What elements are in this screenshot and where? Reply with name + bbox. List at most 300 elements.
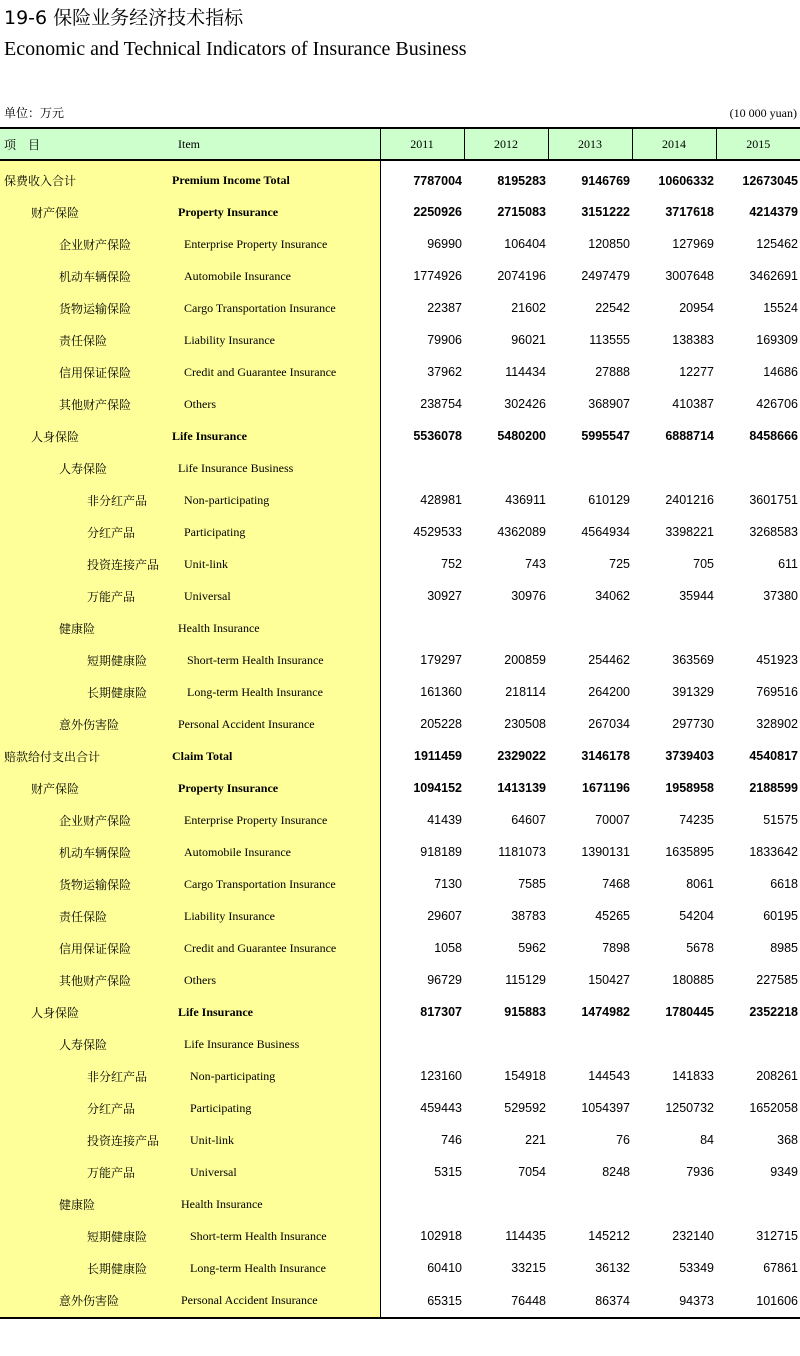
row-label-cn: 机动车辆保险	[0, 836, 172, 868]
value-cell: 2497479	[581, 269, 630, 283]
table-row	[0, 804, 800, 836]
table-row	[0, 160, 800, 196]
value-cell: 125462	[756, 237, 798, 251]
value-cell	[380, 452, 464, 484]
value-cell: 22542	[595, 301, 630, 315]
value-cell: 5995547	[581, 429, 630, 443]
value-cell: 1780445	[665, 1005, 714, 1019]
value-cell: 725	[609, 557, 630, 571]
value-cell: 208261	[756, 1069, 798, 1083]
value-cell: 769516	[756, 685, 798, 699]
value-cell: 76	[616, 1133, 630, 1147]
value-cell: 205228	[420, 717, 462, 731]
value-cell: 115129	[505, 973, 546, 987]
unit-label-cn: 单位：万元	[4, 106, 65, 120]
value-cell: 22387	[427, 301, 462, 315]
unit-label-en: (10 000 yuan)	[729, 106, 797, 120]
value-cell: 33215	[511, 1261, 546, 1275]
table-row	[0, 196, 800, 228]
table-row	[0, 452, 800, 484]
value-cell: 4564934	[581, 525, 630, 539]
value-cell: 368	[777, 1133, 798, 1147]
value-cell: 113555	[589, 333, 630, 347]
value-cell	[716, 452, 800, 484]
table-row	[0, 1220, 800, 1252]
row-label-cn: 责任保险	[0, 324, 172, 356]
table-row	[0, 900, 800, 932]
header-year: 2011	[380, 128, 464, 160]
value-cell: 30976	[511, 589, 546, 603]
row-label-en: Life Insurance	[172, 420, 380, 452]
row-label-cn: 健康险	[0, 1188, 172, 1220]
row-label-cn: 分红产品	[0, 516, 172, 548]
value-cell: 2352218	[749, 1005, 798, 1019]
value-cell: 14686	[763, 365, 798, 379]
value-cell: 106404	[504, 237, 546, 251]
value-cell: 8248	[602, 1165, 630, 1179]
value-cell: 38783	[511, 909, 546, 923]
row-label-en: Liability Insurance	[172, 324, 380, 356]
value-cell: 363569	[672, 653, 714, 667]
value-cell: 150427	[588, 973, 630, 987]
row-label-en: Credit and Guarantee Insurance	[172, 932, 380, 964]
table-row	[0, 676, 800, 708]
value-cell: 60195	[763, 909, 798, 923]
row-label-cn: 信用保证保险	[0, 932, 172, 964]
value-cell	[632, 612, 716, 644]
row-label-cn: 万能产品	[0, 1156, 172, 1188]
row-label-en: Long-term Health Insurance	[172, 676, 380, 708]
value-cell: 254462	[588, 653, 630, 667]
value-cell: 264200	[588, 685, 630, 699]
value-cell: 2188599	[749, 781, 798, 795]
value-cell: 238754	[420, 397, 462, 411]
value-cell: 127969	[672, 237, 714, 251]
value-cell: 70007	[595, 813, 630, 827]
value-cell: 51575	[763, 813, 798, 827]
value-cell: 7898	[602, 941, 630, 955]
row-label-cn: 货物运输保险	[0, 292, 172, 324]
value-cell: 1911459	[414, 749, 462, 763]
table-row	[0, 1188, 800, 1220]
row-label-en: Automobile Insurance	[172, 260, 380, 292]
table-row	[0, 356, 800, 388]
value-cell: 37962	[427, 365, 462, 379]
value-cell: 169309	[756, 333, 798, 347]
value-cell: 918189	[420, 845, 462, 859]
row-label-cn: 健康险	[0, 612, 172, 644]
value-cell: 7130	[434, 877, 462, 891]
row-label-en: Life Insurance Business	[172, 1028, 380, 1060]
value-cell: 29607	[427, 909, 462, 923]
table-row	[0, 1284, 800, 1318]
row-label-cn: 非分红产品	[0, 1060, 172, 1092]
value-cell: 145212	[588, 1229, 630, 1243]
value-cell: 611	[778, 557, 798, 571]
value-cell: 529592	[504, 1101, 546, 1115]
row-label-en: Non-participating	[172, 1060, 380, 1092]
value-cell: 96021	[511, 333, 546, 347]
value-cell	[548, 612, 632, 644]
value-cell: 1958958	[665, 781, 714, 795]
row-label-en: Claim Total	[172, 740, 380, 772]
value-cell: 101606	[716, 1284, 800, 1318]
value-cell: 3146178	[581, 749, 630, 763]
row-label-cn: 保费收入合计	[0, 160, 172, 196]
value-cell: 391329	[672, 685, 714, 699]
table-row	[0, 644, 800, 676]
header-year: 2013	[548, 128, 632, 160]
value-cell: 746	[441, 1133, 462, 1147]
value-cell: 53349	[679, 1261, 714, 1275]
value-cell: 8985	[770, 941, 798, 955]
value-cell: 3739403	[665, 749, 714, 763]
row-label-cn: 非分红产品	[0, 484, 172, 516]
page-title-en: Economic and Technical Indicators of Insurance Business	[4, 38, 467, 60]
value-cell: 7787004	[413, 173, 462, 188]
row-label-en: Others	[172, 388, 380, 420]
value-cell: 10606332	[658, 173, 714, 188]
indicators-table	[0, 127, 800, 1319]
row-label-en: Non-participating	[172, 484, 380, 516]
value-cell: 3601751	[749, 493, 798, 507]
value-cell: 15524	[763, 301, 798, 315]
value-cell: 1181073	[498, 845, 546, 859]
value-cell: 7585	[518, 877, 546, 891]
row-label-cn: 意外伤害险	[0, 708, 172, 740]
value-cell: 3717618	[665, 205, 714, 219]
value-cell: 64607	[511, 813, 546, 827]
value-cell: 428981	[420, 493, 462, 507]
value-cell: 8195283	[497, 173, 546, 188]
row-label-cn: 分红产品	[0, 1092, 172, 1124]
value-cell: 1413139	[497, 781, 546, 795]
value-cell: 7468	[602, 877, 630, 891]
table-row	[0, 996, 800, 1028]
value-cell: 120850	[588, 237, 630, 251]
row-label-en: Short-term Health Insurance	[172, 1220, 380, 1252]
table-row	[0, 484, 800, 516]
row-label-en: Short-term Health Insurance	[172, 644, 380, 676]
row-label-cn: 其他财产保险	[0, 388, 172, 420]
value-cell: 915883	[504, 1005, 546, 1019]
row-label-en: Property Insurance	[172, 196, 380, 228]
value-cell: 86374	[548, 1284, 632, 1318]
value-cell: 54204	[679, 909, 714, 923]
table-row	[0, 612, 800, 644]
row-label-cn: 财产保险	[0, 772, 172, 804]
row-label-cn: 短期健康险	[0, 644, 172, 676]
row-label-cn: 长期健康险	[0, 1252, 172, 1284]
value-cell: 4362089	[497, 525, 546, 539]
value-cell	[716, 612, 800, 644]
value-cell: 1474982	[581, 1005, 630, 1019]
value-cell: 459443	[420, 1101, 462, 1115]
header-year: 2015	[716, 128, 800, 160]
value-cell: 36132	[595, 1261, 630, 1275]
value-cell: 5536078	[413, 429, 462, 443]
table-row	[0, 740, 800, 772]
value-cell	[464, 1188, 548, 1220]
row-label-en: Unit-link	[172, 1124, 380, 1156]
value-cell: 12277	[679, 365, 714, 379]
value-cell: 8061	[686, 877, 714, 891]
row-label-en: Enterprise Property Insurance	[172, 228, 380, 260]
value-cell: 451923	[756, 653, 798, 667]
value-cell	[380, 612, 464, 644]
row-label-en: Liability Insurance	[172, 900, 380, 932]
row-label-en: Cargo Transportation Insurance	[172, 292, 380, 324]
value-cell: 45265	[595, 909, 630, 923]
row-label-en: Property Insurance	[172, 772, 380, 804]
value-cell: 2715083	[497, 205, 546, 219]
row-label-cn: 万能产品	[0, 580, 172, 612]
value-cell: 5962	[518, 941, 546, 955]
value-cell: 35944	[679, 589, 714, 603]
page-title-cn: 19-6 保险业务经济技术指标	[4, 7, 244, 29]
table-row	[0, 580, 800, 612]
value-cell: 114435	[505, 1229, 546, 1243]
value-cell: 1635895	[665, 845, 714, 859]
value-cell: 312715	[756, 1229, 798, 1243]
value-cell: 2401216	[665, 493, 714, 507]
row-label-en: Universal	[172, 1156, 380, 1188]
value-cell	[464, 1028, 548, 1060]
row-label-cn: 企业财产保险	[0, 804, 172, 836]
table-row	[0, 260, 800, 292]
row-label-cn: 长期健康险	[0, 676, 172, 708]
row-label-en: Personal Accident Insurance	[172, 708, 380, 740]
row-label-en: Unit-link	[172, 548, 380, 580]
value-cell: 21602	[511, 301, 546, 315]
table-header-row	[0, 128, 800, 160]
value-cell: 4214379	[749, 205, 798, 219]
row-label-en: Participating	[172, 1092, 380, 1124]
value-cell	[716, 1028, 800, 1060]
row-label-cn: 人身保险	[0, 420, 172, 452]
row-label-cn: 其他财产保险	[0, 964, 172, 996]
value-cell: 1250732	[665, 1101, 714, 1115]
value-cell: 410387	[672, 397, 714, 411]
row-label-en: Premium Income Total	[172, 160, 380, 196]
value-cell: 3007648	[665, 269, 714, 283]
value-cell: 7054	[518, 1165, 546, 1179]
value-cell: 5315	[434, 1165, 462, 1179]
row-label-en: Long-term Health Insurance	[172, 1252, 380, 1284]
table-row	[0, 516, 800, 548]
table-row	[0, 964, 800, 996]
value-cell: 1390131	[581, 845, 630, 859]
value-cell: 96729	[427, 973, 462, 987]
value-cell: 1652058	[749, 1101, 798, 1115]
value-cell: 37380	[763, 589, 798, 603]
value-cell: 9349	[770, 1165, 798, 1179]
value-cell: 743	[525, 557, 546, 571]
value-cell: 6618	[770, 877, 798, 891]
table-row	[0, 324, 800, 356]
value-cell: 180885	[672, 973, 714, 987]
value-cell: 74235	[679, 813, 714, 827]
row-label-en: Others	[172, 964, 380, 996]
value-cell: 2250926	[413, 205, 462, 219]
value-cell: 1054397	[581, 1101, 630, 1115]
value-cell: 436911	[505, 493, 546, 507]
table-row	[0, 708, 800, 740]
value-cell: 9146769	[581, 173, 630, 188]
value-cell: 5480200	[497, 429, 546, 443]
row-label-cn: 责任保险	[0, 900, 172, 932]
table-row	[0, 1156, 800, 1188]
value-cell: 328902	[756, 717, 798, 731]
value-cell: 610129	[588, 493, 630, 507]
value-cell: 200859	[504, 653, 546, 667]
value-cell: 1671196	[582, 781, 630, 795]
table-row	[0, 1124, 800, 1156]
row-label-en: Participating	[172, 516, 380, 548]
row-label-cn: 机动车辆保险	[0, 260, 172, 292]
value-cell: 12673045	[742, 173, 798, 188]
value-cell: 114434	[505, 365, 546, 379]
table-body	[0, 160, 800, 1318]
value-cell: 27888	[595, 365, 630, 379]
row-label-en: Life Insurance Business	[172, 452, 380, 484]
row-label-en: Personal Accident Insurance	[172, 1284, 380, 1318]
row-label-en: Automobile Insurance	[172, 836, 380, 868]
value-cell: 3462691	[749, 269, 798, 283]
row-label-cn: 人寿保险	[0, 1028, 172, 1060]
value-cell: 752	[441, 557, 462, 571]
value-cell	[632, 452, 716, 484]
row-label-cn: 企业财产保险	[0, 228, 172, 260]
row-label-en: Health Insurance	[172, 612, 380, 644]
value-cell: 230508	[504, 717, 546, 731]
value-cell	[548, 1028, 632, 1060]
row-label-cn: 短期健康险	[0, 1220, 172, 1252]
table-row	[0, 1028, 800, 1060]
value-cell: 232140	[672, 1229, 714, 1243]
value-cell: 705	[693, 557, 714, 571]
table-row	[0, 772, 800, 804]
value-cell: 3151222	[581, 205, 630, 219]
value-cell: 1833642	[749, 845, 798, 859]
value-cell: 123160	[420, 1069, 462, 1083]
header-year: 2014	[632, 128, 716, 160]
value-cell	[464, 452, 548, 484]
row-label-cn: 投资连接产品	[0, 548, 172, 580]
value-cell: 2329022	[497, 749, 546, 763]
table-row	[0, 292, 800, 324]
value-cell: 79906	[427, 333, 462, 347]
row-label-cn: 投资连接产品	[0, 1124, 172, 1156]
row-label-en: Credit and Guarantee Insurance	[172, 356, 380, 388]
value-cell: 60410	[427, 1261, 462, 1275]
value-cell: 7936	[686, 1165, 714, 1179]
row-label-cn: 信用保证保险	[0, 356, 172, 388]
value-cell	[380, 1028, 464, 1060]
value-cell: 144543	[588, 1069, 630, 1083]
value-cell: 218114	[505, 685, 546, 699]
value-cell: 41439	[427, 813, 462, 827]
value-cell: 302426	[504, 397, 546, 411]
table-row	[0, 388, 800, 420]
value-cell: 5678	[686, 941, 714, 955]
header-year: 2012	[464, 128, 548, 160]
value-cell: 4529533	[413, 525, 462, 539]
value-cell: 4540817	[749, 749, 798, 763]
table-row	[0, 228, 800, 260]
value-cell: 154918	[504, 1069, 546, 1083]
row-label-en: Universal	[172, 580, 380, 612]
value-cell: 817307	[420, 1005, 462, 1019]
value-cell: 227585	[756, 973, 798, 987]
value-cell: 368907	[588, 397, 630, 411]
row-label-cn: 人身保险	[0, 996, 172, 1028]
row-label-en: Life Insurance	[172, 996, 380, 1028]
row-label-cn: 赔款给付支出合计	[0, 740, 172, 772]
value-cell: 84	[700, 1133, 714, 1147]
value-cell: 20954	[679, 301, 714, 315]
header-item-cn: 项 目	[0, 128, 172, 160]
value-cell: 34062	[595, 589, 630, 603]
value-cell	[464, 612, 548, 644]
value-cell	[548, 452, 632, 484]
value-cell: 297730	[672, 717, 714, 731]
value-cell: 1774926	[413, 269, 462, 283]
value-cell: 2074196	[497, 269, 546, 283]
value-cell: 426706	[756, 397, 798, 411]
table-row	[0, 868, 800, 900]
row-label-en: Enterprise Property Insurance	[172, 804, 380, 836]
table-row	[0, 932, 800, 964]
row-label-cn: 货物运输保险	[0, 868, 172, 900]
value-cell: 8458666	[749, 429, 798, 443]
value-cell: 179297	[420, 653, 462, 667]
value-cell: 65315	[380, 1284, 464, 1318]
value-cell	[380, 1188, 464, 1220]
value-cell: 1094152	[413, 781, 462, 795]
value-cell: 3398221	[665, 525, 714, 539]
row-label-cn: 财产保险	[0, 196, 172, 228]
value-cell: 161360	[420, 685, 462, 699]
value-cell: 96990	[427, 237, 462, 251]
value-cell: 3268583	[749, 525, 798, 539]
header-item-en: Item	[172, 128, 380, 160]
value-cell	[632, 1028, 716, 1060]
value-cell: 30927	[427, 589, 462, 603]
value-cell: 1058	[434, 941, 462, 955]
value-cell: 267034	[588, 717, 630, 731]
value-cell: 102918	[420, 1229, 462, 1243]
table-row	[0, 548, 800, 580]
value-cell: 141833	[672, 1069, 714, 1083]
value-cell: 94373	[632, 1284, 716, 1318]
table-row	[0, 1252, 800, 1284]
value-cell: 138383	[672, 333, 714, 347]
row-label-cn: 人寿保险	[0, 452, 172, 484]
table-row	[0, 1060, 800, 1092]
value-cell: 221	[525, 1133, 546, 1147]
value-cell	[716, 1188, 800, 1220]
table-row	[0, 1092, 800, 1124]
table-row	[0, 420, 800, 452]
value-cell: 67861	[763, 1261, 798, 1275]
row-label-en: Health Insurance	[172, 1188, 380, 1220]
row-label-en: Cargo Transportation Insurance	[172, 868, 380, 900]
value-cell: 76448	[464, 1284, 548, 1318]
value-cell	[632, 1188, 716, 1220]
value-cell: 6888714	[665, 429, 714, 443]
value-cell	[548, 1188, 632, 1220]
